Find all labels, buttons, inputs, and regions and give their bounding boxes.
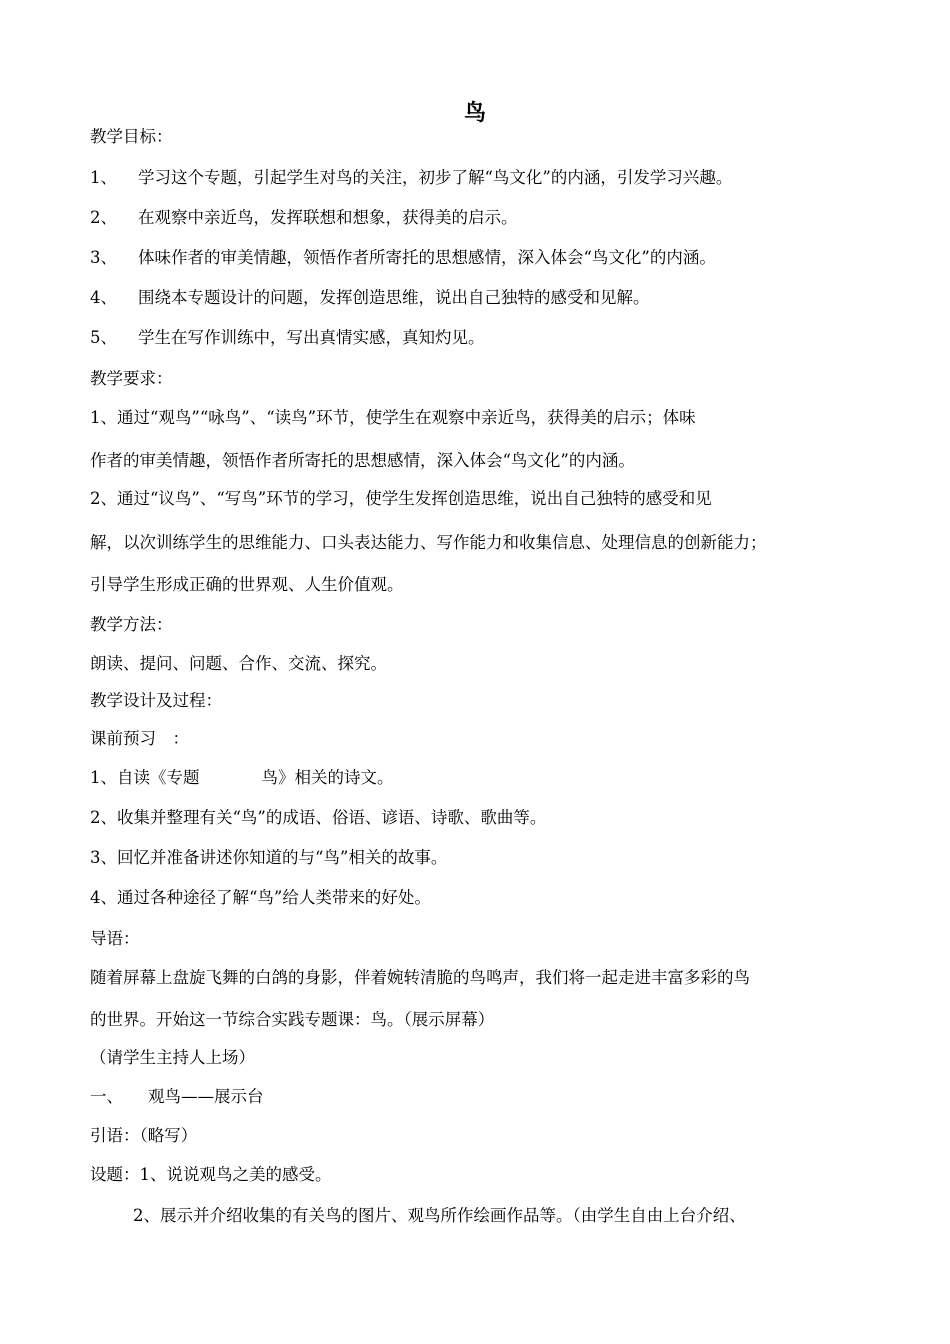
goal-number: 1、 [90, 168, 117, 187]
preview-item: 2、收集并整理有关“鸟”的成语、俗语、谚语、诗歌、歌曲等。 [90, 808, 547, 827]
requirement-line: 1、通过“观鸟”“咏鸟”、“读鸟”环节，使学生在观察中亲近鸟，获得美的启示；体味 [90, 408, 696, 427]
design-heading: 教学设计及过程： [90, 691, 222, 710]
document-title: 鸟 [463, 100, 486, 126]
goal-item [90, 328, 485, 348]
requirement-line: 解，以次训练学生的思维能力、口头表达能力、写作能力和收集信息、处理信息的创新能力； [90, 533, 767, 552]
goal-text: 在观察中亲近鸟，发挥联想和想象，获得美的启示。 [138, 208, 518, 227]
goal-number: 5、 [90, 328, 117, 347]
preview-item [90, 768, 394, 788]
goal-text: 学生在写作训练中，写出真情实感，真知灼见。 [138, 328, 485, 347]
goal-item [90, 208, 518, 228]
preview-heading: 课前预习 ： [90, 729, 189, 748]
requirement-line: 作者的审美情趣，领悟作者所寄托的思想感情，深入体会“鸟文化”的内涵。 [90, 451, 635, 470]
goal-number: 3、 [90, 248, 117, 267]
section-heading [90, 1087, 264, 1107]
methods-heading: 教学方法： [90, 615, 173, 634]
goal-text: 围绕本专题设计的问题，发挥创造思维，说出自己独特的感受和见解。 [138, 288, 650, 307]
quote-line: 引语：（略写） [90, 1126, 198, 1145]
section-title: 观鸟——展示台 [148, 1087, 264, 1106]
goal-number: 4、 [90, 288, 117, 307]
goal-item [90, 288, 650, 308]
goal-text: 学习这个专题，引起学生对鸟的关注，初步了解“鸟文化”的内涵，引发学习兴趣。 [138, 168, 733, 187]
preview-item-text: 1、自读《专题 [90, 768, 200, 787]
host-note: （请学生主持人上场） [90, 1048, 255, 1067]
intro-line: 的世界。开始这一节综合实践专题课：鸟。（展示屏幕） [90, 1010, 495, 1029]
goals-heading: 教学目标： [90, 127, 173, 146]
preview-item-text: 鸟》相关的诗文。 [261, 768, 394, 787]
goal-item [90, 248, 716, 268]
task-line: 2、展示并介绍收集的有关鸟的图片、观鸟所作绘画作品等。（由学生自由上台介绍、 [133, 1206, 746, 1225]
preview-item: 4、通过各种途径了解“鸟”给人类带来的好处。 [90, 888, 431, 907]
goal-text: 体味作者的审美情趣，领悟作者所寄托的思想感情，深入体会“鸟文化”的内涵。 [138, 248, 716, 267]
requirement-line: 2、通过“议鸟”、“写鸟”环节的学习，使学生发挥创造思维，说出自己独特的感受和见 [90, 489, 712, 508]
preview-item: 3、回忆并准备讲述你知道的与“鸟”相关的故事。 [90, 848, 448, 867]
intro-line: 随着屏幕上盘旋飞舞的白鸽的身影，伴着婉转清脆的鸟鸣声，我们将一起走进丰富多彩的鸟 [90, 968, 750, 987]
goal-item [90, 168, 732, 188]
goal-number: 2、 [90, 208, 117, 227]
methods-text: 朗读、提问、问题、合作、交流、探究。 [90, 654, 387, 673]
requirement-line: 引导学生形成正确的世界观、人生价值观。 [90, 575, 404, 594]
task-line: 设题：1、说说观鸟之美的感受。 [90, 1165, 332, 1184]
section-number: 一、 [90, 1087, 123, 1106]
requirements-heading: 教学要求： [90, 369, 173, 388]
intro-heading: 导语： [90, 929, 140, 948]
